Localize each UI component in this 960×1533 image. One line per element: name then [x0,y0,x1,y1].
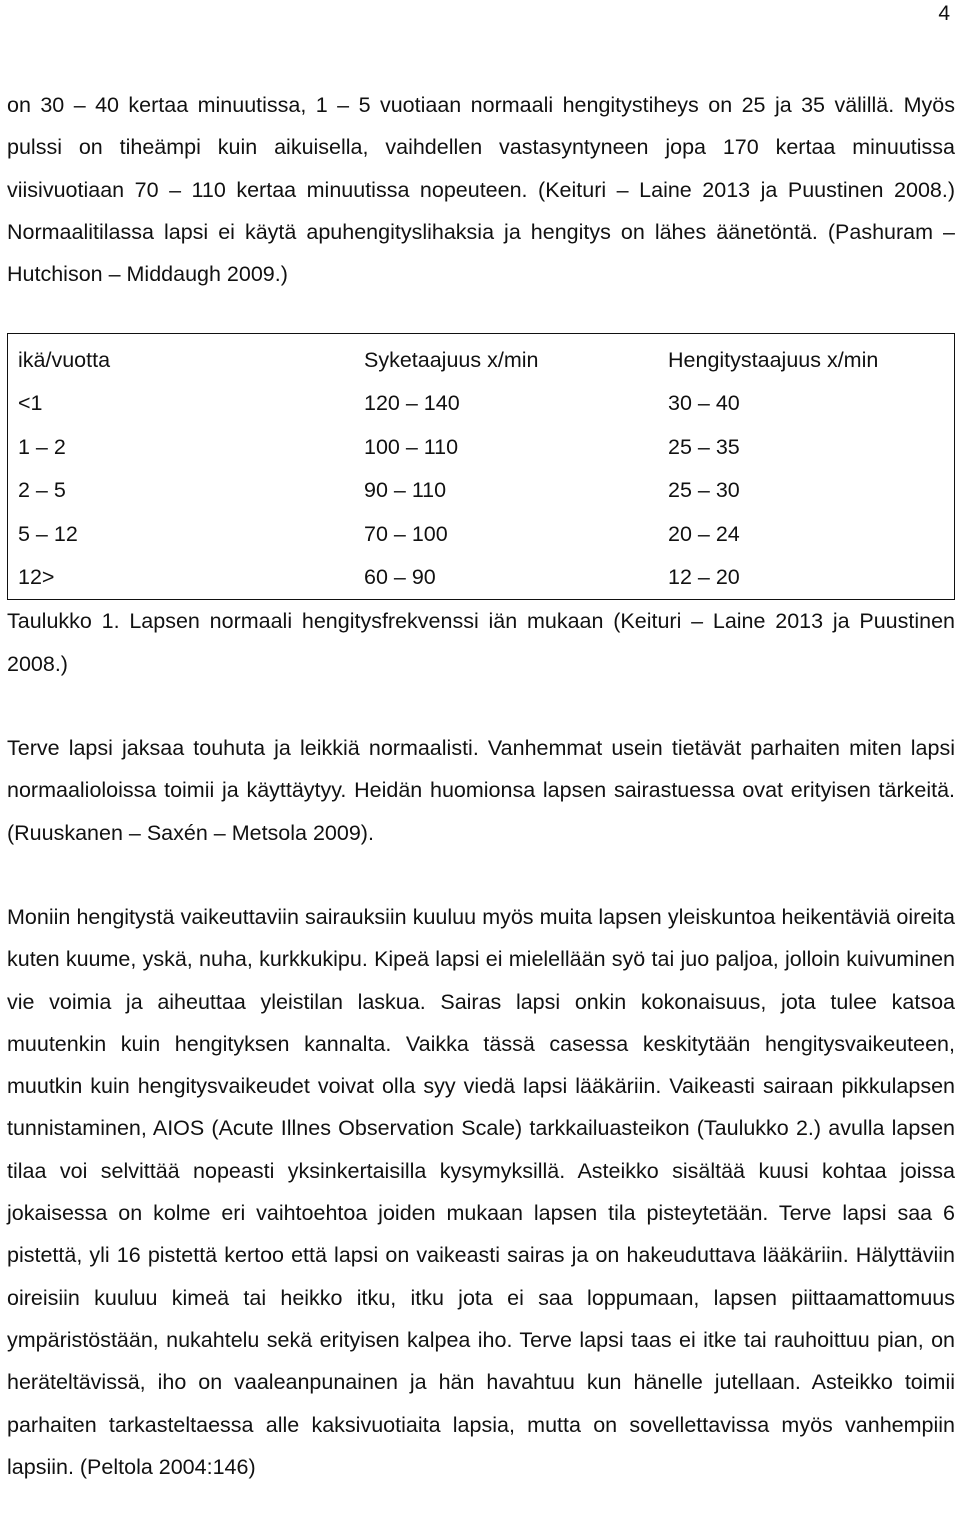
table-row [8,382,954,426]
header-respiratory-rate: Hengitystaajuus x/min [668,347,879,372]
table-body [8,338,954,599]
cell-respiratory-rate: 25 – 35 [668,434,740,459]
intro-paragraph: on 30 – 40 kertaa minuutissa, 1 – 5 vuotiaan normaali hengitystiheys on 25 ja 35 välillä. Myös pulssi on tiheämpi kuin aikuisella, vaihdellen vastasyntyneen jopa 170 kertaa minuutissa viisivuotiaan 70 – 110 kertaa minuutissa nopeuteen. (Keituri – Laine 2013 ja Puustinen 2008.) Normaalitilassa lapsi ei käytä apuhengityslihaksia ja hengitys on lähes äänetöntä. (Pashuram – Hutchison – Middaugh 2009.) [7,93,955,287]
rate-table [8,338,954,599]
table-row [8,425,954,469]
table-row [8,556,954,600]
page-number: 4 [938,2,950,25]
cell-heart-rate: 120 – 140 [364,391,460,416]
cell-respiratory-rate: 20 – 24 [668,521,740,546]
cell-age: 5 – 12 [18,521,78,546]
paragraph-healthy-child: Terve lapsi jaksaa touhuta ja leikkiä normaalisti. Vanhemmat usein tietävät parhaiten miten lapsi normaalioloissa toimii ja käyttäytyy. Heidän huomionsa lapsen sairastuessa ovat erityisen tärkeitä. (Ruuskanen – Saxén – Metsola 2009). [7,736,955,845]
cell-respiratory-rate: 30 – 40 [668,391,740,416]
header-age: ikä/vuotta [18,347,111,372]
cell-respiratory-rate: 25 – 30 [668,478,740,503]
table-caption: Taulukko 1. Lapsen normaali hengitysfrekvenssi iän mukaan (Keituri – Laine 2013 ja Puustinen 2008.) [7,609,955,676]
cell-age: 1 – 2 [18,434,66,459]
cell-heart-rate: 60 – 90 [364,565,436,590]
cell-age: 12> [18,565,55,590]
heart-respiratory-rate-table [7,333,955,600]
cell-heart-rate: 100 – 110 [364,434,459,459]
cell-heart-rate: 90 – 110 [364,478,447,503]
table-row [8,469,954,513]
cell-age: 2 – 5 [18,478,66,503]
paragraph-symptoms-aios: Moniin hengitystä vaikeuttaviin sairauksiin kuuluu myös muita lapsen yleiskuntoa heikentäviä oireita kuten kuume, yskä, nuha, kurkkukipu. Kipeä lapsi ei mielellään syö tai juo paljoa, jolloin kuivuminen vie voimia ja aiheuttaa yleistilan laskua. Sairas lapsi onkin kokonaisuus, jota tulee katsoa muutenkin kuin hengityksen kannalta. Vaikka tässä casessa keskitytään hengitysvaikeuteen, muutkin kuin hengitysvaikeudet voivat olla syy viedä lapsi lääkäriin. Vaikeasti sairaan pikkulapsen tunnistaminen, AIOS (Acute Illnes Observation Scale) tarkkailuasteikon (Taulukko 2.) avulla lapsen tilaa voi selvittää nopeasti yksinkertaisilla kysymyksillä. Asteikko sisältää kuusi kohtaa joissa jokaisessa on kolme eri vaihtoehtoa joiden mukaan lapsen tila pisteytetään. Terve lapsi saa 6 pistettä, yli 16 pistettä kertoo että lapsi on vaikeasti sairas ja on hakeuduttava lääkäriin. Hälyttäviin oireisiin kuuluu kimeä tai heikko itku, itku jota ei saa loppumaan, lapsen piittaamattomuus ympäristöstään, nukahtelu sekä erityisen kalpea iho. Terve lapsi taas ei itke tai rauhoittuu pian, on heräteltävissä, iho on vaaleanpunainen ja hän havahtuu kun hänelle jutellaan. Asteikko toimii parhaiten tarkasteltaessa alle kaksivuotiaita lapsia, mutta on sovellettavissa myös vanhempiin lapsiin. (Peltola 2004:146) [7,904,955,1479]
cell-respiratory-rate: 12 – 20 [668,565,740,590]
table-row [8,512,954,556]
cell-age: <1 [18,391,43,416]
cell-heart-rate: 70 – 100 [364,521,448,546]
header-heart-rate: Syketaajuus x/min [364,347,539,372]
table-header-row [8,338,954,382]
document-body [7,84,955,1488]
